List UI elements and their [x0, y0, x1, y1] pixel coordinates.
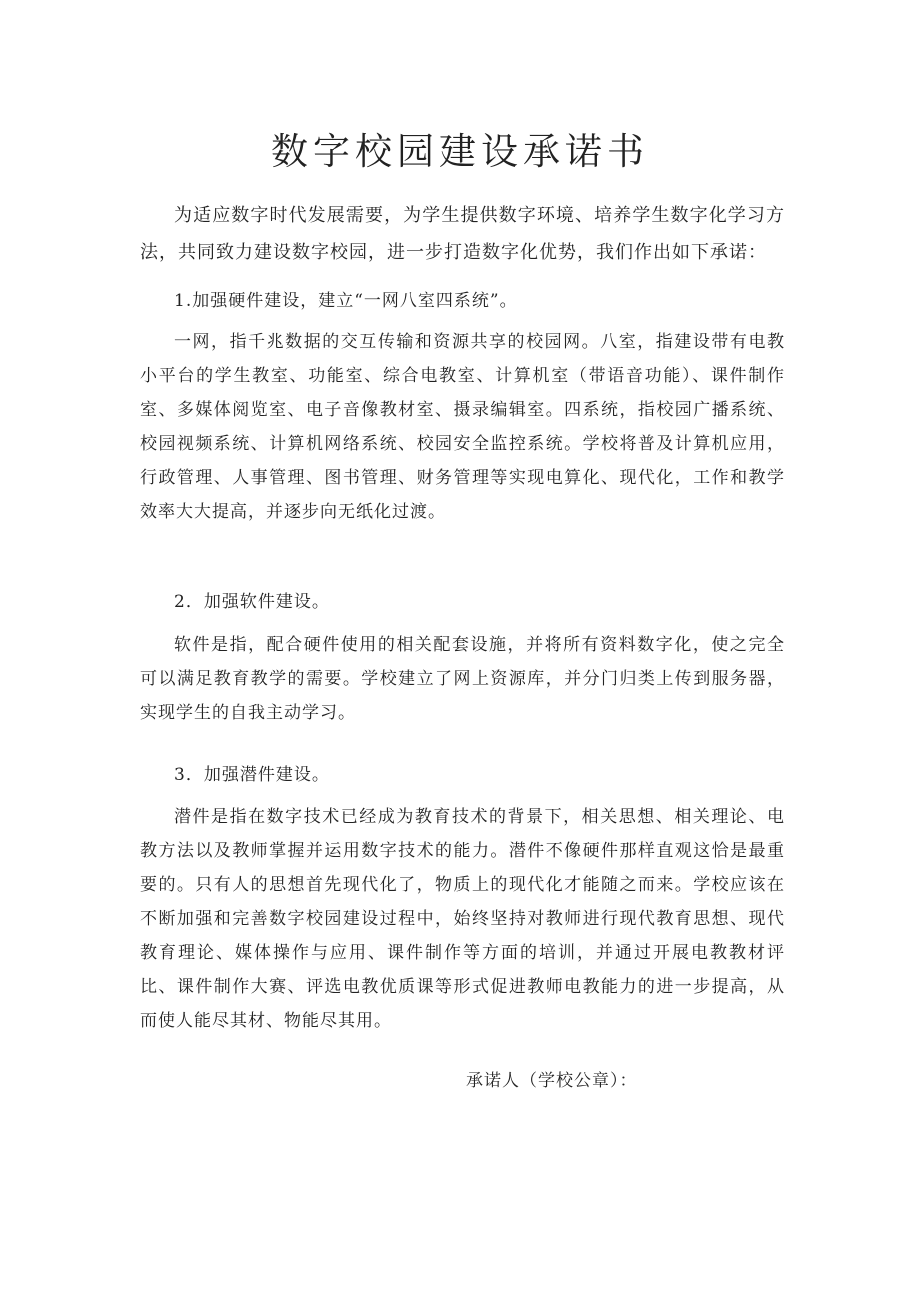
section-2-heading: 2．加强软件建设。: [174, 592, 330, 612]
section-2-heading-block: [140, 585, 785, 619]
section-1-heading-block: [140, 284, 785, 318]
section-1-heading: 1.加强硬件建设，建立“一网八室四系统”。: [174, 291, 518, 311]
section-1-body: 一网，指千兆数据的交互传输和资源共享的校园网。八室，指建设带有电教小平台的学生教室、功能室、综合电教室、计算机室（带语音功能）、课件制作室、多媒体阅览室、电子音像教材室、摄录编辑室。四系统，指校园广播系统、校园视频系统、计算机网络系统、校园安全监控系统。学校将普及计算机应用，行政管理、人事管理、图书管理、财务管理等实现电算化、现代化，工作和教学效率大大提高，并逐步向无纸化过渡。: [140, 332, 785, 522]
section-2-body-block: [140, 628, 785, 730]
section-3-body: 潜件是指在数字技术已经成为教育技术的背景下，相关思想、相关理论、电教方法以及教师掌握并运用数字技术的能力。潜件不像硬件那样直观这恰是最重要的。只有人的思想首先现代化了，物质上的现代化才能随之而来。学校应该在不断加强和完善数字校园建设过程中，始终坚持对教师进行现代教育思想、现代教育理论、媒体操作与应用、课件制作等方面的培训，并通过开展电教教材评比、课件制作大赛、评选电教优质课等形式促进教师电教能力的进一步提高，从而使人能尽其材、物能尽其用。: [140, 807, 785, 1031]
intro-block: [140, 197, 785, 271]
signature-line: 承诺人（学校公章）：: [466, 1071, 638, 1091]
section-3-body-block: [140, 800, 785, 1038]
document-title: 数字校园建设承诺书: [271, 130, 649, 173]
section-1-body-block: [140, 325, 785, 529]
section-3-heading-block: [140, 758, 785, 792]
intro-paragraph: 为适应数字时代发展需要，为学生提供数字环境、培养学生数字化学习方法，共同致力建设数字校园，进一步打造数字化优势，我们作出如下承诺：: [140, 205, 785, 263]
section-3-heading: 3．加强潜件建设。: [174, 765, 330, 785]
section-2-body: 软件是指，配合硬件使用的相关配套设施，并将所有资料数字化，使之完全可以满足教育教学的需要。学校建立了网上资源库，并分门归类上传到服务器，实现学生的自我主动学习。: [140, 635, 785, 723]
